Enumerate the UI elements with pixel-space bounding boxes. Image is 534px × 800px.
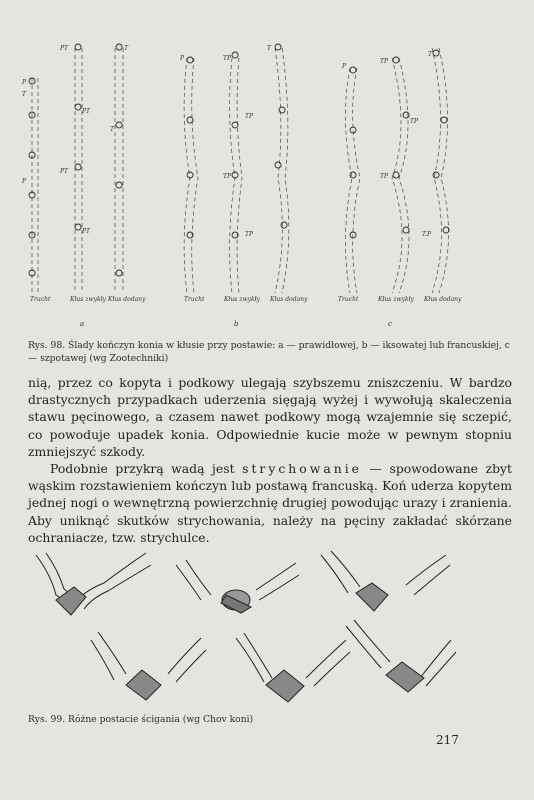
- mark-t: T: [267, 45, 272, 52]
- track-marks: [21, 45, 433, 238]
- drawing-6: [346, 620, 456, 692]
- mark-pt: PT: [82, 108, 91, 115]
- mark-tp: TP: [380, 58, 389, 65]
- mark-pt: PT: [82, 228, 91, 235]
- label-a-klus-dodany: Kłus dodany: [108, 296, 146, 303]
- label-b-klus-dodany: Kłus dodany: [270, 296, 308, 303]
- mark-tp: TP: [245, 113, 254, 120]
- label-c-klus-dodany: Kłus dodany: [424, 296, 462, 303]
- group-letter-a: a: [80, 320, 85, 328]
- mark-pt: PT: [60, 168, 69, 175]
- body-text: [28, 374, 512, 546]
- drawing-1: [36, 553, 151, 615]
- caption-label: Rys. 99.: [28, 714, 66, 725]
- figure-99-interference-drawings: [26, 545, 466, 707]
- label-a-trucht: Trucht: [30, 296, 51, 303]
- page-number: 217: [436, 733, 459, 747]
- group-letter-b: b: [234, 320, 239, 328]
- caption-text: Różne postacie ścigania (wg Chov koni): [68, 714, 254, 725]
- mark-p: P: [342, 63, 347, 70]
- hoof-prints: [29, 44, 449, 276]
- drawing-3: [321, 551, 450, 611]
- term-strychowanie: strychowanie: [242, 461, 363, 477]
- label-c-trucht: Trucht: [338, 296, 359, 303]
- paragraph: nią, przez co kopyta i podkowy ulegają szybszemu zniszczeniu. W bardzo drastycznych przypadkach uderzenia sięgają wyżej i wywołują skaleczenia stawu pęcinowego, a czasem nawet podkowy mogą wzajemnie się sczepić, co powoduje upadek konia. Odpowiednie kucie może w pewnym stopniu zmniejszyć szkody.: [28, 375, 512, 459]
- caption-label: Rys. 98.: [28, 340, 66, 351]
- mark-t: T: [124, 45, 129, 52]
- mark-tp: TP: [410, 118, 419, 125]
- mark-tp: TP: [223, 173, 232, 180]
- mark-t: T: [22, 91, 27, 98]
- paragraph: [28, 460, 512, 546]
- leg-drawings: [36, 551, 456, 702]
- figure-99-caption: [28, 713, 508, 726]
- label-b-klus-zwykly: Kłus zwykły: [224, 296, 260, 303]
- caption-text: Ślady kończyn konia w kłusie przy postawie: a — prawidłowej, b — iksowatej lub francuskiej, c — szpotawej (wg Zootechniki): [28, 340, 510, 364]
- drawing-2: [176, 560, 299, 613]
- mark-t: T: [110, 126, 115, 133]
- label-b-trucht: Trucht: [184, 296, 205, 303]
- paragraph-lead: Podobnie przykrą wadą jest: [50, 461, 243, 477]
- mark-pt: PT: [60, 45, 69, 52]
- mark-tp: TP: [380, 173, 389, 180]
- mark-p: P: [22, 178, 27, 185]
- mark-t: T: [428, 51, 433, 58]
- figure-98-hoof-tracks: [20, 38, 500, 338]
- mark-tp: TP: [245, 231, 254, 238]
- label-a-klus-zwykly: Kłus zwykły: [70, 296, 106, 303]
- group-letter-c: c: [388, 320, 392, 328]
- paragraph-rest: — spowodowane zbyt wąskim rozstawieniem kończyn lub postawą francuską. Koń uderza kopytem jednej nogi o wewnętrzną powierzchnię drugiej powodując urazy i zranienia. Aby uniknąć skutków strychowania, należy na pęciny zakładać skórzane ochraniacze, tzw. strychulce.: [28, 461, 512, 545]
- column-labels: [30, 296, 462, 328]
- drawing-4: [91, 632, 206, 700]
- drawing-5: [236, 633, 350, 702]
- figure-98-caption: [28, 339, 520, 365]
- mark-t-p: T.P: [422, 231, 432, 238]
- label-c-klus-zwykly: Kłus zwykły: [378, 296, 414, 303]
- mark-p: P: [22, 79, 27, 86]
- mark-tp: TP: [223, 55, 232, 62]
- mark-p: P: [180, 55, 185, 62]
- track-lines: [32, 48, 449, 293]
